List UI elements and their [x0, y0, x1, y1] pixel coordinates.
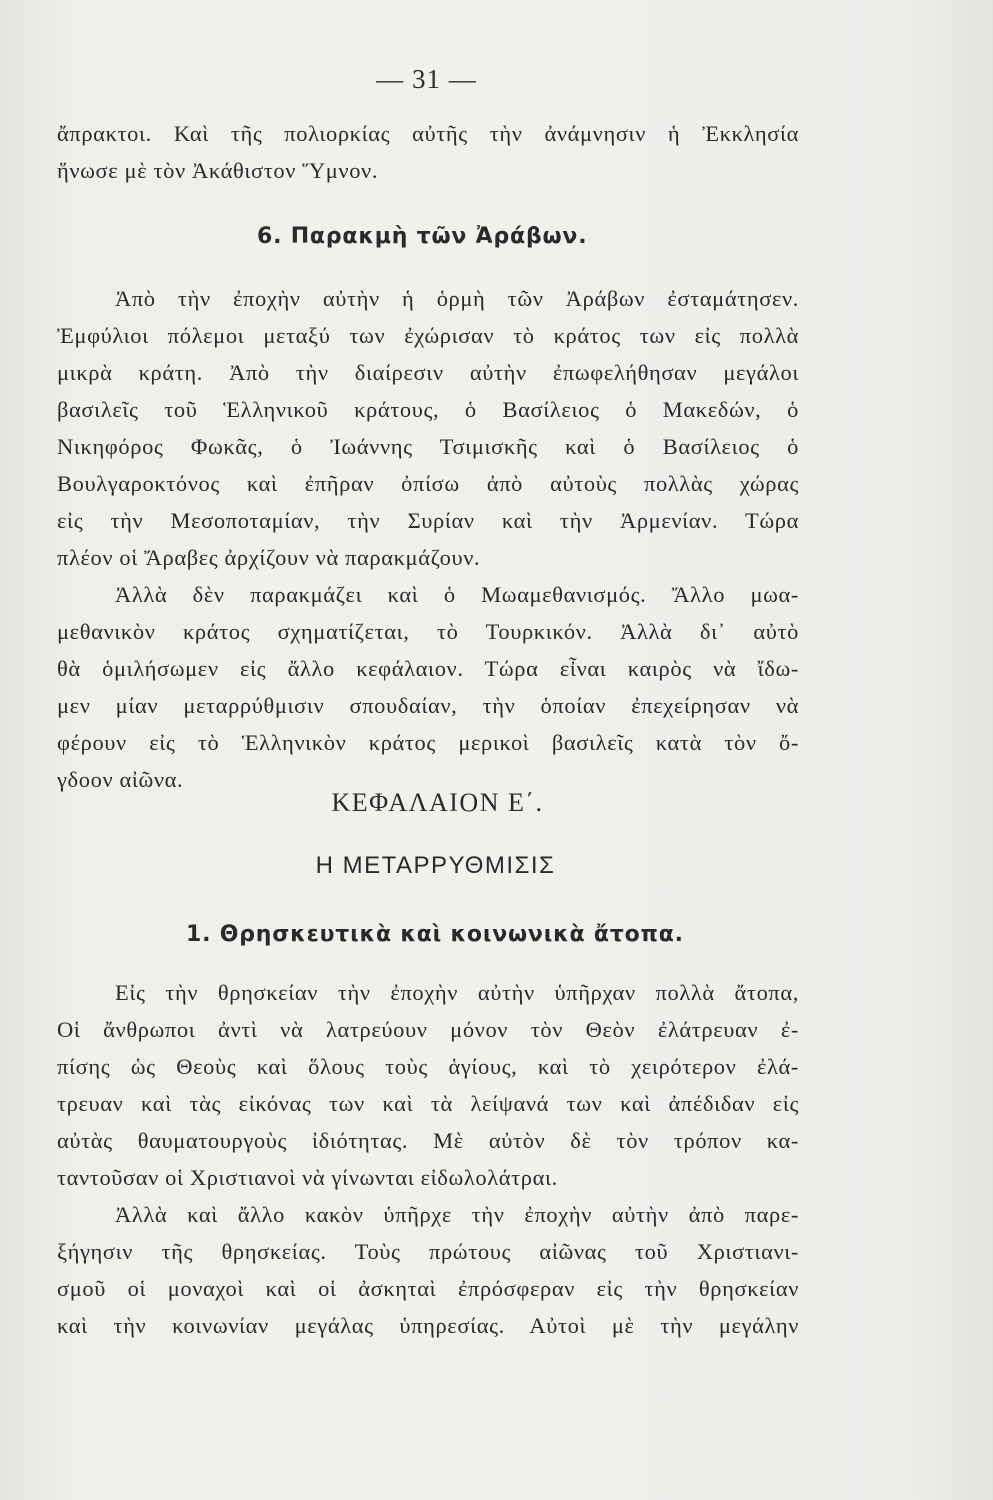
text-line: βασιλεῖς τοῦ Ἑλληνικοῦ κράτους, ὁ Βασίλειος ὁ Μακεδών, ὁ [57, 397, 799, 422]
chapter-subtitle: Η ΜΕΤΑΡΡΥΘΜΙΣΙΣ [315, 852, 556, 879]
page-number: — 31 — [376, 64, 477, 94]
text-line: θὰ ὁμιλήσωμεν εἰς ἄλλο κεφάλαιον. Τώρα εἶναι καιρὸς νὰ ἴδω- [57, 656, 799, 681]
text-line: ξήγησιν τῆς θρησκείας. Τοὺς πρώτους αἰῶνας τοῦ Χριστιανι- [57, 1239, 799, 1264]
text-line: αὐτὰς θαυματουργοὺς ἰδιότητας. Μὲ αὐτὸν δὲ τὸν τρόπον κα- [57, 1128, 799, 1153]
paragraph-arabs-1 [57, 280, 799, 576]
text-line: Ἀλλὰ δὲν παρακμάζει καὶ ὁ Μωαμεθανισμός. Ἄλλο μωα- [115, 582, 799, 607]
text-line: σμοῦ οἱ μοναχοὶ καὶ οἱ ἀσκηταὶ ἐπρόσφεραν εἰς τὴν θρησκείαν [57, 1276, 799, 1301]
text-line: καὶ τὴν κοινωνίαν μεγάλας ὑπηρεσίας. Αὐτοὶ μὲ τὴν μεγάλην [57, 1313, 799, 1338]
text-line: Εἰς τὴν θρησκείαν τὴν ἐποχὴν αὐτὴν ὑπῆρχαν πολλὰ ἄτοπα, [115, 980, 799, 1005]
text-line: γδοον αἰῶνα. [57, 767, 184, 792]
text-line: πίσης ὡς Θεοὺς καὶ ὅλους τοὺς ἁγίους, καὶ τὸ χειρότερον ἐλά- [57, 1054, 799, 1079]
paragraph-religion-1 [57, 974, 799, 1196]
text-line: μεν μίαν μεταρρύθμισιν σπουδαίαν, τὴν ὁποίαν ἐπεχείρησαν νὰ [57, 693, 799, 718]
section-heading-arabs-decline: 6. Παρακμὴ τῶν Ἀράβων. [257, 224, 588, 249]
text-line: Βουλγαροκτόνος καὶ ἐπῆραν ὀπίσω ἀπὸ αὐτοὺς πολλὰς χώρας [57, 471, 799, 496]
text-line: πλέον οἱ Ἄραβες ἀρχίζουν νὰ παρακμάζουν. [57, 545, 481, 570]
chapter-title: ΚΕΦΑΛΑΙΟΝ Ε΄. [331, 788, 544, 817]
text-line: Ἐμφύλιοι πόλεμοι μεταξύ των ἐχώρισαν τὸ κράτος των εἰς πολλὰ [57, 323, 799, 348]
paragraph-religion-2 [57, 1196, 799, 1344]
text-line: Νικηφόρος Φωκᾶς, ὁ Ἰωάννης Τσιμισκῆς καὶ ὁ Βασίλειος ὁ [57, 434, 799, 459]
text-line: Οἱ ἄνθρωποι ἀντὶ νὰ λατρεύουν μόνον τὸν Θεὸν ἐλάτρευαν ἐ- [57, 1017, 799, 1042]
text-line: μικρὰ κράτη. Ἀπὸ τὴν διαίρεσιν αὐτὴν ἐπωφελήθησαν μεγάλοι [57, 360, 799, 385]
text-line: τρευαν καὶ τὰς εἰκόνας των καὶ τὰ λείψανά των καὶ ἀπέδιδαν εἰς [57, 1091, 799, 1116]
paragraph-arabs-2 [57, 576, 799, 798]
text-line: ταντοῦσαν οἱ Χριστιανοὶ νὰ γίνωνται εἰδωλολάτραι. [57, 1165, 558, 1190]
text-line: ἥνωσε μὲ τὸν Ἀκάθιστον Ὕμνον. [57, 158, 379, 183]
section-heading-religious-issues: 1. Θρησκευτικὰ καὶ κοινωνικὰ ἄτοπα. [186, 922, 684, 947]
text-line: φέρουν εἰς τὸ Ἑλληνικὸν κράτος μερικοὶ βασιλεῖς κατὰ τὸν ὄ- [57, 730, 799, 755]
text-line: μεθανικὸν κράτος σχηματίζεται, τὸ Τουρκικόν. Ἀλλὰ δι᾽ αὐτὸ [57, 619, 799, 644]
text-line: Ἀλλὰ καὶ ἄλλο κακὸν ὑπῆρχε τὴν ἐποχὴν αὐτὴν ἀπὸ παρε- [115, 1202, 799, 1227]
text-line: Ἀπὸ τὴν ἐποχὴν αὐτὴν ἡ ὁρμὴ τῶν Ἀράβων ἐσταμάτησεν. [115, 286, 799, 311]
text-line: ἄπρακτοι. Καὶ τῆς πολιορκίας αὐτῆς τὴν ἀνάμνησιν ἡ Ἐκκλησία [57, 121, 799, 146]
text-line: εἰς τὴν Μεσοποταμίαν, τὴν Συρίαν καὶ τὴν Ἀρμενίαν. Τώρα [57, 508, 799, 533]
intro-paragraph [57, 115, 799, 189]
